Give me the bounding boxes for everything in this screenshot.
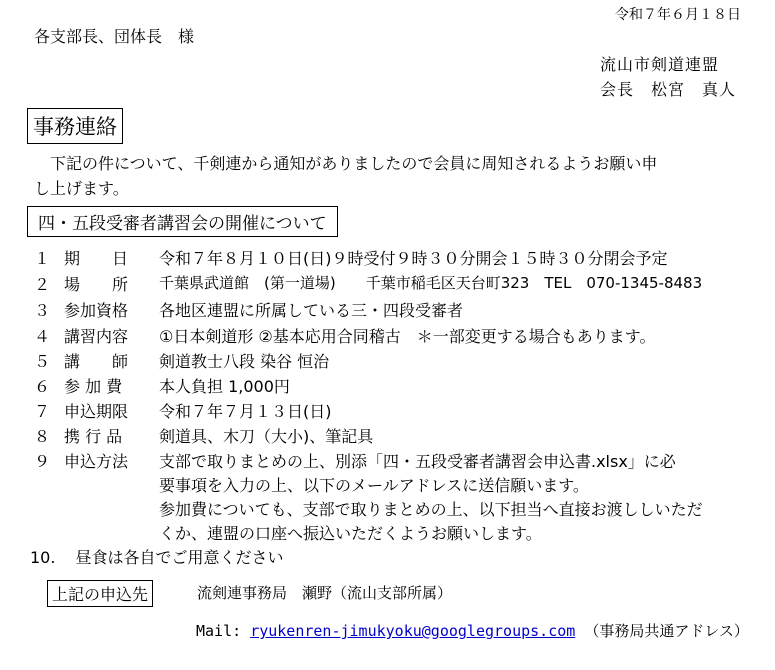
item9-continuation: 参加費についても、支部で取りまとめの上、以下担当へ直接お渡ししいただ [159,500,703,519]
item-value: 令和７年８月１０日(日)９時受付９時３０分開会１５時３０分閉会予定 [159,249,668,268]
apply-to-label: 上記の申込先 [47,580,153,607]
item-number: ７ [34,402,51,421]
item-value: 各地区連盟に所属している三・四段受審者 [159,301,464,320]
list-item-10 [30,545,283,568]
item-value: 本人負担 1,000円 [159,377,290,396]
item-label: 場 所 [64,275,129,294]
item-label: 講習内容 [64,327,129,346]
item-number: ４ [34,327,51,346]
item-label: 参 加 費 [64,377,123,396]
item9-continuation: 要事項を入力の上、以下のメールアドレスに送信願います。 [159,476,589,495]
item-value: 支部で取りまとめの上、別添「四・五段受審者講習会申込書.xlsx」に必 [159,452,676,471]
item-value: 令和７年７月１３日(日) [159,402,332,421]
item-number: ８ [34,427,51,446]
item-value: 剣道具、木刀（大小)、筆記具 [159,427,374,446]
mail-note: （事務局共通アドレス） [584,622,749,640]
item-label: 申込期限 [64,402,129,421]
notice-title: 事務連絡 [27,108,123,144]
item-number: ２ [34,275,51,294]
mail-line [196,620,749,641]
sender-organization: 流山市剣道連盟 [600,55,720,74]
item-value: 昼食は各自でご用意ください [75,548,284,567]
item-label: 講 師 [64,352,129,371]
item-number: ９ [34,452,51,471]
apply-to-value: 流剣連事務局 瀬野（流山支部所属） [197,584,453,602]
intro-line-1: 下記の件について、千剣連から通知がありましたので会員に周知されるようお願い申 [34,154,658,173]
item-label: 参加資格 [64,301,129,320]
item-label: 申込方法 [64,452,129,471]
document-date: 令和７年６月１８日 [615,7,741,23]
intro-line-2: し上げます。 [34,179,129,198]
item-number: 10. [30,548,56,567]
item-number: ６ [34,377,51,396]
item-value: 剣道教士八段 染谷 恒治 [159,352,330,371]
mail-prefix: Mail: [196,622,242,640]
item-label: 期 日 [64,249,129,268]
item-number: ５ [34,352,51,371]
item-value: 千葉県武道館 (第一道場) 千葉市稲毛区天台町323 TEL 070-1345-8483 [159,274,703,292]
item-value: ①日本剣道形 ②基本応用合同稽古 ＊一部変更する場合もあります。 [159,327,656,346]
item9-continuation: くか、連盟の口座へ振込いただくようお願いします。 [159,524,542,543]
section-heading: 四・五段受審者講習会の開催について [27,206,338,237]
item-number: ３ [34,301,51,320]
recipient: 各支部長、団体長 様 [34,27,195,46]
item-number: １ [34,249,51,268]
sender-president: 会長 松宮 真人 [600,80,737,99]
email-link[interactable]: ryukenren-jimukyoku@googlegroups.com [250,622,576,640]
item-label: 携 行 品 [64,427,123,446]
